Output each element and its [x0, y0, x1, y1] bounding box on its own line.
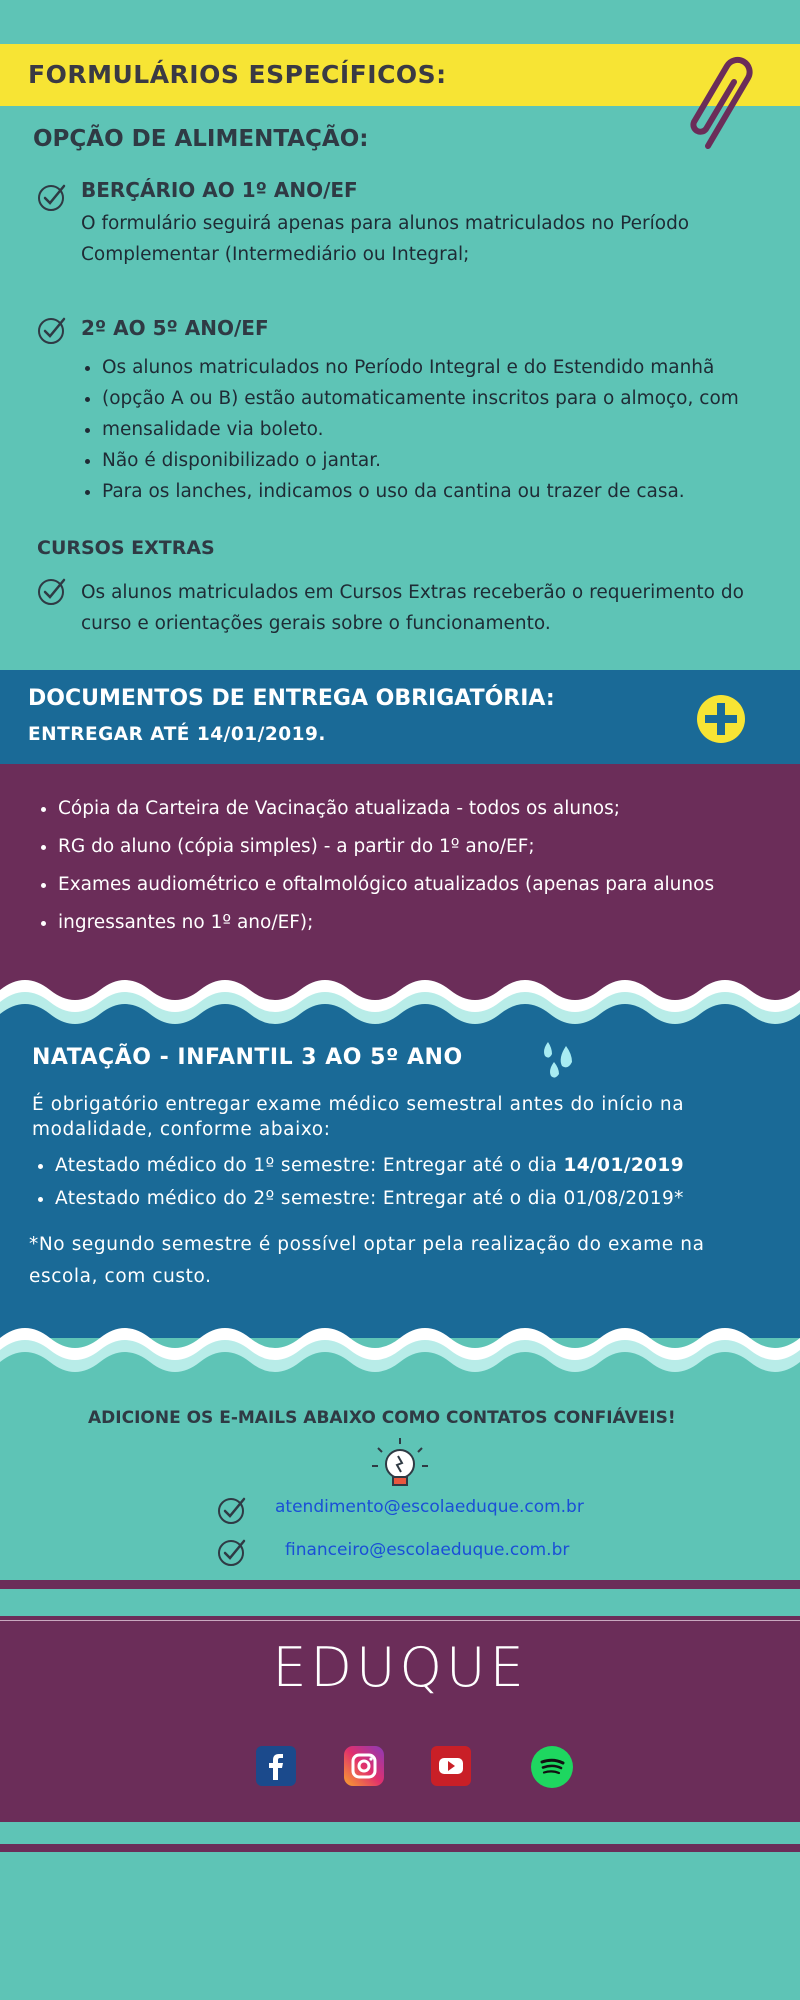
- facebook-icon[interactable]: [256, 1746, 296, 1786]
- list-item: • (opção A ou B) estão automaticamente inscritos para o almoço, com: [102, 383, 739, 414]
- bercario-text-2: Complementar (Intermediário ou Integral;: [81, 244, 470, 265]
- cursos-title: CURSOS EXTRAS: [37, 537, 215, 559]
- list-item: • Não é disponibilizado o jantar.: [102, 445, 739, 476]
- spotify-icon[interactable]: [531, 1746, 573, 1788]
- natacao-list: [33, 1149, 684, 1215]
- page-title: FORMULÁRIOS ESPECÍFICOS:: [28, 60, 447, 89]
- check-icon: [217, 1537, 247, 1567]
- contatos-title: ADICIONE OS E-MAILS ABAIXO COMO CONTATOS CONFIÁVEIS!: [88, 1408, 676, 1428]
- divider: [0, 1580, 800, 1589]
- divider: [0, 1844, 800, 1852]
- natacao-title: NATAÇÃO - INFANTIL 3 AO 5º ANO: [32, 1045, 463, 1070]
- list-item: • Exames audiométrico e oftalmológico atualizados (apenas para alunos: [58, 866, 714, 904]
- documentos-subtitle: ENTREGAR ATÉ 14/01/2019.: [28, 724, 326, 745]
- list-item: • Cópia da Carteira de Vacinação atualizada - todos os alunos;: [58, 790, 714, 828]
- natacao-note-1: *No segundo semestre é possível optar pela realização do exame na: [29, 1234, 705, 1255]
- list-item: • mensalidade via boleto.: [102, 414, 739, 445]
- natacao-note-2: escola, com custo.: [29, 1266, 212, 1287]
- fundamental-heading: 2º AO 5º ANO/EF: [81, 316, 269, 340]
- fundamental-list: [80, 352, 739, 507]
- list-item: • Os alunos matriculados no Período Integral e do Estendido manhã: [102, 352, 739, 383]
- documentos-list: [36, 790, 714, 942]
- plus-icon: [696, 694, 746, 744]
- check-icon: [37, 315, 67, 345]
- documentos-title: DOCUMENTOS DE ENTREGA OBRIGATÓRIA:: [28, 686, 555, 711]
- bercario-heading: BERÇÁRIO AO 1º ANO/EF: [81, 178, 358, 202]
- list-item: • Para os lanches, indicamos o uso da cantina ou trazer de casa.: [102, 476, 739, 507]
- list-item: [55, 1149, 684, 1182]
- paperclip-icon: [686, 56, 768, 156]
- documentos-banner: [0, 670, 800, 764]
- item-1-date: 14/01/2019: [563, 1155, 684, 1176]
- list-item: • RG do aluno (cópia simples) - a partir do 1º ano/EF;: [58, 828, 714, 866]
- instagram-icon[interactable]: [344, 1746, 384, 1786]
- list-item: • ingressantes no 1º ano/EF);: [58, 904, 714, 942]
- email-financeiro-link[interactable]: financeiro@escolaeduque.com.br: [285, 1540, 570, 1560]
- wave-bottom-divider: [0, 1318, 800, 1388]
- check-icon: [37, 576, 67, 606]
- list-item: • Atestado médico do 2º semestre: Entregar até o dia 01/08/2019*: [55, 1182, 684, 1215]
- water-drops-icon: [540, 1038, 580, 1086]
- email-atendimento-link[interactable]: atendimento@escolaeduque.com.br: [275, 1497, 584, 1517]
- check-icon: [217, 1495, 247, 1525]
- cursos-text-1: Os alunos matriculados em Cursos Extras receberão o requerimento do: [81, 582, 744, 603]
- item-1-text: Atestado médico do 1º semestre: Entregar até o dia: [55, 1155, 564, 1176]
- alimentacao-title: OPÇÃO DE ALIMENTAÇÃO:: [33, 126, 369, 152]
- youtube-icon[interactable]: [431, 1746, 471, 1786]
- check-icon: [37, 182, 67, 212]
- wave-top-divider: [0, 960, 800, 1030]
- divider: [0, 1620, 800, 1621]
- natacao-intro-1: É obrigatório entregar exame médico semestral antes do início na: [32, 1094, 685, 1115]
- natacao-intro-2: modalidade, conforme abaixo:: [32, 1119, 331, 1140]
- eduque-logo: EDUQUE: [272, 1636, 528, 1699]
- lightbulb-icon: [368, 1436, 432, 1500]
- cursos-text-2: curso e orientações gerais sobre o funcionamento.: [81, 613, 551, 634]
- bercario-text-1: O formulário seguirá apenas para alunos matriculados no Período: [81, 213, 690, 234]
